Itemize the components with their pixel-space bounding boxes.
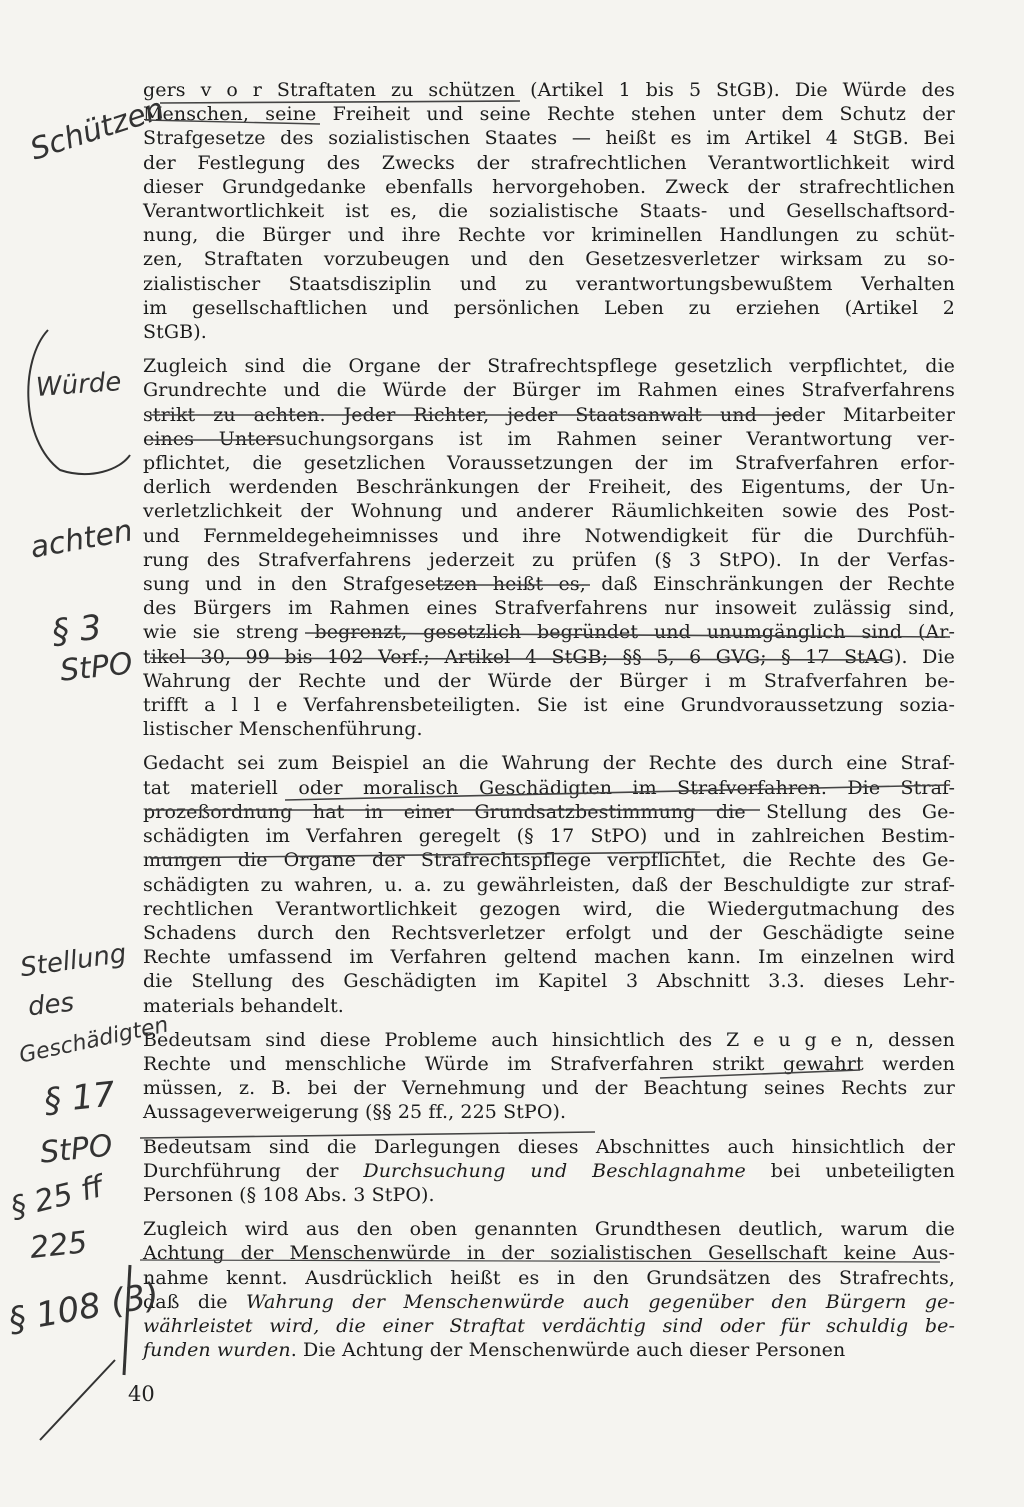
margin-note: des [26, 987, 76, 1023]
paragraph [143, 1135, 955, 1208]
text-line: rung des Strafverfahrens jederzeit zu prüfen (§ 3 StPO). In der Verfas- [143, 548, 955, 571]
text-line: Schadens durch den Rechtsverletzer erfolgt und der Geschädigte seine [143, 921, 955, 944]
text-line: Grundrechte und die Würde der Bürger im Rahmen eines Strafverfahrens [143, 379, 955, 402]
text-line: eines Untersuchungsorgans ist im Rahmen seiner Verantwortung ver- [143, 427, 955, 450]
text-line: zialistischer Staatsdisziplin und zu verantwortungsbewußtem Verhalten [143, 272, 955, 295]
text-line: tikel 30, 99 bis 102 Verf.; Artikel 4 StGB; §§ 5, 6 GVG; § 17 StAG). Die [143, 645, 955, 668]
margin-note: § 25 ff [7, 1169, 107, 1226]
margin-note: Würde [35, 367, 123, 403]
text-line: Wahrung der Rechte und der Würde der Bürger i m Strafverfahren be- [143, 669, 955, 692]
text-line: Durchführung der Durchsuchung und Beschlagnahme bei unbeteiligten [143, 1159, 955, 1182]
text-line: strikt zu achten. Jeder Richter, jeder Staatsanwalt und jeder Mitarbeiter [143, 403, 955, 426]
text-line: Rechte umfassend im Verfahren geltend machen kann. Im einzelnen wird [143, 946, 955, 969]
text-line: derlich werdenden Beschränkungen der Freiheit, des Eigentums, der Un- [143, 476, 955, 499]
text-line: und Fernmeldegeheimnisses und ihre Notwendigkeit für die Durchfüh- [143, 524, 955, 547]
text-line: müssen, z. B. bei der Vernehmung und der Beachtung seines Rechts zur [143, 1077, 955, 1100]
text-line: der Festlegung des Zwecks der strafrechtlichen Verantwortlichkeit wird [143, 151, 955, 174]
text-line: Strafgesetze des sozialistischen Staates — heißt es im Artikel 4 StGB. Bei [143, 127, 955, 150]
text-line: rechtlichen Verantwortlichkeit gezogen wird, die Wiedergutmachung des [143, 897, 955, 920]
paragraph [143, 1028, 955, 1125]
paragraph [143, 78, 955, 344]
text-line: Menschen, seine Freiheit und seine Rechte stehen unter dem Schutz der [143, 103, 955, 126]
text-line: StGB). [143, 321, 207, 344]
margin-note: StPO [38, 1128, 115, 1171]
text-line: nung, die Bürger und ihre Rechte vor kriminellen Handlungen zu schüt- [143, 224, 955, 247]
text-line: Bedeutsam sind diese Probleme auch hinsichtlich des Z e u g e n, dessen [143, 1028, 955, 1051]
margin-note: StPO [58, 646, 135, 689]
margin-note: 225 [28, 1225, 89, 1266]
body-text [143, 78, 955, 1372]
text-line: schädigten zu wahren, u. a. zu gewährleisten, daß der Beschuldigte zur straf- [143, 873, 955, 896]
text-line: mungen die Organe der Strafrechtspflege verpflichtet, die Rechte des Ge- [143, 849, 955, 872]
text-line: Bedeutsam sind die Darlegungen dieses Abschnittes auch hinsichtlich der [143, 1135, 955, 1158]
page-number: 40 [128, 1382, 155, 1406]
text-line: dieser Grundgedanke ebenfalls hervorgehoben. Zweck der strafrechtlichen [143, 175, 955, 198]
text-line: Achtung der Menschenwürde in der sozialistischen Gesellschaft keine Aus- [143, 1242, 955, 1265]
margin-note: Schützen [25, 91, 169, 168]
text-line: pflichtet, die gesetzlichen Voraussetzungen der im Strafverfahren erfor- [143, 452, 955, 475]
text-line: im gesellschaftlichen und persönlichen Leben zu erziehen (Artikel 2 [143, 296, 955, 319]
text-line: funden wurden. Die Achtung der Menschenwürde auch dieser Personen [143, 1339, 846, 1362]
text-line: Verantwortlichkeit ist es, die sozialistische Staats- und Gesellschaftsord- [143, 200, 955, 223]
text-line: wie sie streng begrenzt, gesetzlich begründet und unumgänglich sind (Ar- [143, 621, 955, 644]
text-line: währleistet wird, die einer Straftat verdächtig sind oder für schuldig be- [143, 1314, 955, 1337]
margin-note: § 17 [42, 1074, 117, 1122]
text-line: des Bürgers im Rahmen eines Strafverfahrens nur insoweit zulässig sind, [143, 597, 955, 620]
text-line: nahme kennt. Ausdrücklich heißt es in den Grundsätzen des Strafrechts, [143, 1266, 955, 1289]
text-line: materials behandelt. [143, 994, 344, 1017]
margin-note: § 3 [50, 607, 104, 653]
text-line: Zugleich wird aus den oben genannten Grundthesen deutlich, warum die [143, 1218, 955, 1241]
text-line: verletzlichkeit der Wohnung und anderer Räumlichkeiten sowie des Post- [143, 500, 955, 523]
text-line: tat materiell oder moralisch Geschädigten im Strafverfahren. Die Straf- [143, 776, 955, 799]
paragraph [143, 1217, 955, 1362]
margin-note: achten [27, 513, 136, 566]
text-line: schädigten im Verfahren geregelt (§ 17 StPO) und in zahlreichen Bestim- [143, 825, 955, 848]
text-line: listischer Menschenführung. [143, 718, 423, 741]
text-line: trifft a l l e Verfahrensbeteiligten. Sie ist eine Grundvoraussetzung sozia- [143, 694, 955, 717]
text-line: daß die Wahrung der Menschenwürde auch gegenüber den Bürgern ge- [143, 1290, 955, 1313]
text-line: zen, Straftaten vorzubeugen und den Gesetzesverletzer wirksam zu so- [143, 248, 955, 271]
paragraph [143, 751, 955, 1017]
margin-note: Geschädigten [17, 1012, 171, 1069]
text-line: die Stellung des Geschädigten im Kapitel 3 Abschnitt 3.3. dieses Lehr- [143, 970, 955, 993]
text-line: Gedacht sei zum Beispiel an die Wahrung der Rechte des durch eine Straf- [143, 752, 955, 775]
margin-note: § 108 (3) [5, 1275, 162, 1341]
text-line: Zugleich sind die Organe der Strafrechtspflege gesetzlich verpflichtet, die [143, 355, 955, 378]
text-line: Personen (§ 108 Abs. 3 StPO). [143, 1183, 435, 1206]
text-line: sung und in den Strafgesetzen heißt es, daß Einschränkungen der Rechte [143, 573, 955, 596]
margin-note: Stellung [18, 938, 129, 984]
paragraph [143, 354, 955, 741]
text-line: gers v o r Straftaten zu schützen (Artikel 1 bis 5 StGB). Die Würde des [143, 79, 955, 101]
text-line: Aussageverweigerung (§§ 25 ff., 225 StPO). [143, 1101, 567, 1124]
text-line: prozeßordnung hat in einer Grundsatzbestimmung die Stellung des Ge- [143, 800, 955, 823]
text-line: Rechte und menschliche Würde im Strafverfahren strikt gewahrt werden [143, 1052, 955, 1075]
